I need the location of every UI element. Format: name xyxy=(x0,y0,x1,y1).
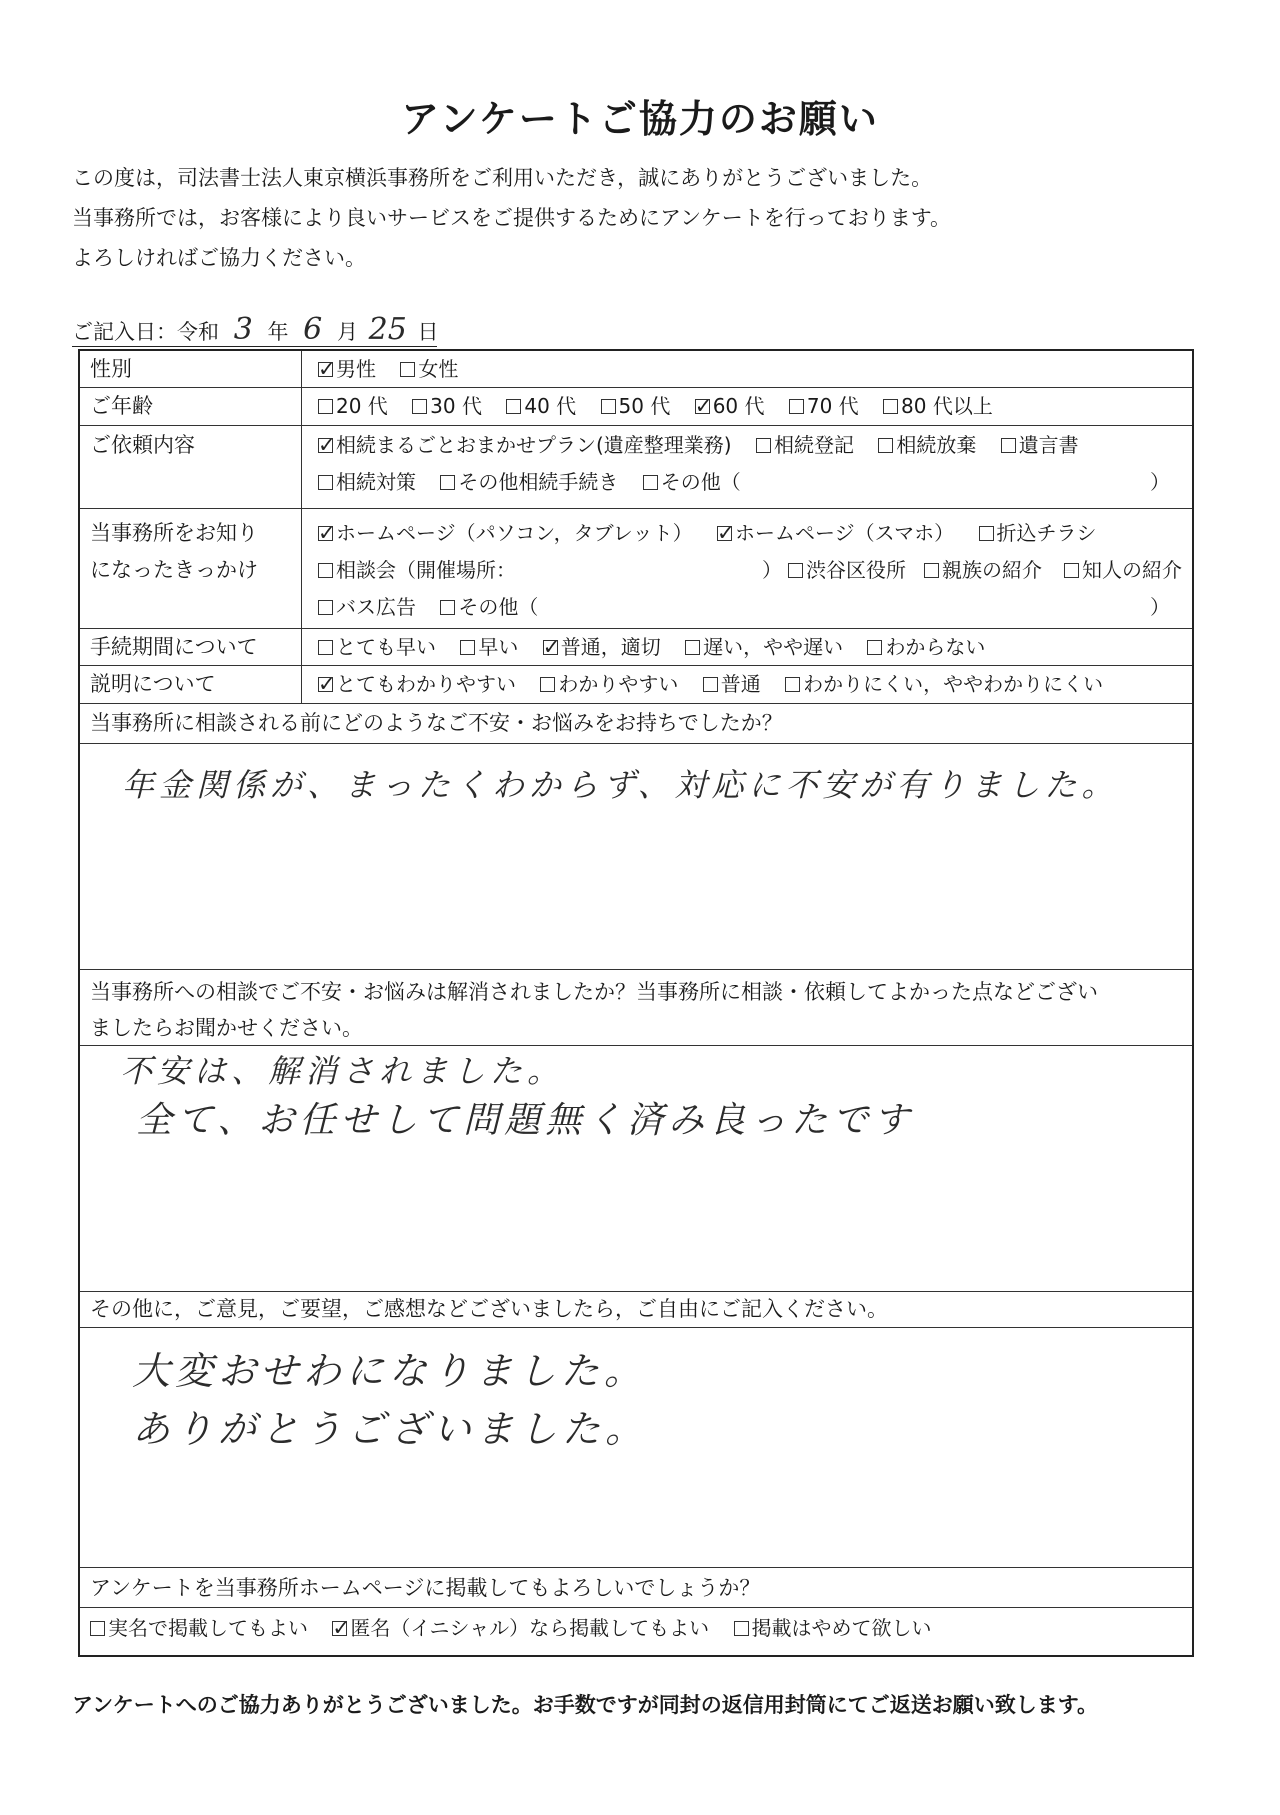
explanation-option[interactable]: わかりにくい，ややわかりにくい xyxy=(785,666,1103,703)
request-label: ご依頼内容 xyxy=(80,426,302,508)
source-row xyxy=(80,509,1192,629)
source-option-seminar[interactable]: 相談会（開催場所： xyxy=(318,552,516,589)
checkbox-icon[interactable] xyxy=(318,600,333,615)
checkbox-icon[interactable] xyxy=(785,677,800,692)
period-option[interactable]: 遅い，やや遅い xyxy=(685,629,843,666)
checkbox-icon[interactable] xyxy=(788,563,803,578)
survey-form xyxy=(78,349,1194,1657)
gender-options xyxy=(302,351,1192,387)
intro-line: この度は，司法書士法人東京横浜事務所をご利用いただき，誠にありがとうございました。 xyxy=(72,166,933,190)
checkbox-icon[interactable] xyxy=(460,640,475,655)
request-other-close: ） xyxy=(1150,470,1170,494)
source-option[interactable]: ✓ホームページ（パソコン，タブレット） xyxy=(318,515,693,552)
period-options xyxy=(302,629,1192,665)
source-other-close: ） xyxy=(1150,595,1170,619)
checkbox-icon[interactable] xyxy=(1064,563,1079,578)
publish-options xyxy=(80,1610,1192,1646)
checkbox-icon[interactable] xyxy=(643,475,658,490)
checkbox-icon[interactable] xyxy=(685,640,700,655)
checkbox-icon[interactable] xyxy=(440,600,455,615)
checkbox-icon[interactable] xyxy=(924,563,939,578)
publish-option[interactable]: ✓ 匿名（イニシャル）なら掲載してもよい xyxy=(332,1610,709,1646)
source-option[interactable]: 渋谷区役所 xyxy=(788,552,906,589)
q2-answer-line: 全て、お任せして問題無く済み良ったです xyxy=(136,1100,915,1141)
q1-answer-line: 年金関係が、まったくわからず、対応に不安が有りました。 xyxy=(122,766,1119,804)
entry-date xyxy=(72,312,437,347)
period-option[interactable]: 早い xyxy=(460,629,518,666)
date-month-unit: 月 xyxy=(336,320,358,344)
checkbox-icon[interactable] xyxy=(1001,438,1016,453)
source-option[interactable]: バス広告 xyxy=(318,589,416,626)
q3-answer-line: 大変おせわになりました。 xyxy=(132,1349,647,1393)
q3-question: その他に，ご意見，ご要望，ご感想などございましたら，ご自由にご記入ください。 xyxy=(80,1292,1192,1328)
period-label: 手続期間について xyxy=(80,629,302,665)
checkbox-icon[interactable] xyxy=(878,438,893,453)
checkbox-icon[interactable] xyxy=(867,640,882,655)
request-row xyxy=(80,426,1192,509)
request-option[interactable]: 相続対策 xyxy=(318,464,416,501)
checkbox-icon[interactable] xyxy=(601,399,616,414)
source-option-other[interactable]: その他（ xyxy=(440,589,538,626)
checkbox-icon[interactable] xyxy=(703,677,718,692)
period-option[interactable]: わからない xyxy=(867,629,985,666)
request-option[interactable]: 相続放棄 xyxy=(878,427,976,464)
explanation-option[interactable]: 普通 xyxy=(703,666,761,703)
request-option-other[interactable]: その他（ xyxy=(643,464,741,501)
checkbox-icon[interactable] xyxy=(332,1621,347,1636)
period-option[interactable]: ✓ 普通，適切 xyxy=(543,629,661,666)
age-option[interactable]: 30 代 xyxy=(412,388,482,425)
checkbox-icon[interactable] xyxy=(543,640,558,655)
checkbox-icon[interactable] xyxy=(412,399,427,414)
checkbox-icon[interactable] xyxy=(318,526,333,541)
date-year-value[interactable]: 3 xyxy=(233,312,253,347)
intro-line: 当事務所では，お客様により良いサービスをご提供するためにアンケートを行っております。 xyxy=(72,206,952,230)
checkbox-icon[interactable] xyxy=(318,640,333,655)
source-seminar-close: ） xyxy=(762,558,782,582)
q1-question: 当事務所に相談される前にどのようなご不安・お悩みをお持ちでしたか？ xyxy=(80,704,1192,744)
checkbox-icon[interactable] xyxy=(789,399,804,414)
explanation-option[interactable]: ✓ とてもわかりやすい xyxy=(318,666,516,703)
date-day-value[interactable]: 25 xyxy=(368,312,407,347)
explanation-options xyxy=(302,666,1192,703)
period-row xyxy=(80,629,1192,666)
checkbox-icon[interactable] xyxy=(318,677,333,692)
source-option[interactable]: 折込チラシ xyxy=(979,515,1097,552)
request-option[interactable]: その他相続手続き xyxy=(440,464,618,501)
explanation-label: 説明について xyxy=(80,666,302,703)
checkbox-icon[interactable] xyxy=(400,362,415,377)
age-option[interactable]: 50 代 xyxy=(601,388,671,425)
date-year-unit: 年 xyxy=(267,320,289,344)
date-month-value[interactable]: 6 xyxy=(303,312,323,347)
checkbox-icon[interactable] xyxy=(979,526,994,541)
request-option[interactable]: 相続登記 xyxy=(756,427,854,464)
checkbox-icon[interactable] xyxy=(540,677,555,692)
request-option[interactable]: 遺言書 xyxy=(1001,427,1079,464)
age-option[interactable]: 20 代 xyxy=(318,388,388,425)
intro-text xyxy=(72,158,951,278)
age-options xyxy=(302,388,1192,425)
age-option[interactable]: 70 代 xyxy=(789,388,859,425)
intro-line: よろしければご協力ください。 xyxy=(72,246,366,270)
source-option[interactable]: ✓ ホームページ（スマホ） xyxy=(717,515,954,552)
gender-row xyxy=(80,351,1192,388)
checkbox-icon[interactable] xyxy=(756,438,771,453)
q1-answer-box[interactable] xyxy=(80,744,1192,970)
explanation-option[interactable]: わかりやすい xyxy=(540,666,678,703)
explanation-row xyxy=(80,666,1192,704)
checkbox-icon[interactable] xyxy=(695,399,710,414)
footer-message: アンケートへのご協力ありがとうございました。お手数ですが同封の返信用封筒にてご返送お願い致します。 xyxy=(72,1693,1099,1717)
checkbox-icon[interactable] xyxy=(734,1621,749,1636)
checkbox-icon[interactable] xyxy=(440,475,455,490)
age-option[interactable]: ✓ 60 代 xyxy=(695,388,765,425)
q3-answer-box[interactable] xyxy=(80,1328,1192,1568)
checkbox-icon[interactable] xyxy=(90,1621,105,1636)
q3-answer-line: ありがとうございました。 xyxy=(132,1407,649,1451)
checkbox-icon[interactable] xyxy=(506,399,521,414)
checkbox-icon[interactable] xyxy=(318,563,333,578)
request-option[interactable]: ✓ 相続まるごとおまかせプラン(遺産整理業務) xyxy=(318,427,732,464)
gender-option-female[interactable]: 女性 xyxy=(400,351,458,388)
gender-option-male[interactable]: ✓ 男性 xyxy=(318,351,376,388)
q2-answer-line: 不安は、解消されました。 xyxy=(120,1052,565,1090)
publish-option[interactable]: 実名で掲載してもよい xyxy=(90,1610,308,1646)
checkbox-icon[interactable] xyxy=(717,526,732,541)
checkbox-icon[interactable] xyxy=(318,475,333,490)
period-option[interactable]: とても早い xyxy=(318,629,436,666)
age-label: ご年齢 xyxy=(80,388,302,425)
gender-label: 性別 xyxy=(80,351,302,387)
checkbox-icon[interactable] xyxy=(318,438,333,453)
source-option[interactable]: 知人の紹介 xyxy=(1064,552,1182,589)
date-label: ご記入日：令和 xyxy=(72,320,219,344)
request-options xyxy=(302,426,1192,508)
source-option[interactable]: 親族の紹介 xyxy=(924,552,1042,589)
source-options xyxy=(302,509,1192,628)
date-day-unit: 日 xyxy=(417,320,439,344)
publish-question: アンケートを当事務所ホームページに掲載してもよろしいでしょうか？ xyxy=(80,1568,1192,1608)
q2-answer-box[interactable] xyxy=(80,1046,1192,1292)
source-label: 当事務所をお知り になったきっかけ xyxy=(80,509,302,628)
publish-option[interactable]: 掲載はやめて欲しい xyxy=(734,1610,932,1646)
q2-question: 当事務所への相談でご不安・お悩みは解消されましたか？当事務所に相談・依頼してよかった点などござい ましたらお聞かせください。 xyxy=(80,970,1192,1046)
checkbox-icon[interactable] xyxy=(318,362,333,377)
checkbox-icon[interactable] xyxy=(883,399,898,414)
form-title: アンケートご協力のお願い xyxy=(401,97,879,141)
age-row xyxy=(80,388,1192,426)
age-option[interactable]: 80 代以上 xyxy=(883,388,993,425)
age-option[interactable]: 40 代 xyxy=(506,388,576,425)
checkbox-icon[interactable] xyxy=(318,399,333,414)
